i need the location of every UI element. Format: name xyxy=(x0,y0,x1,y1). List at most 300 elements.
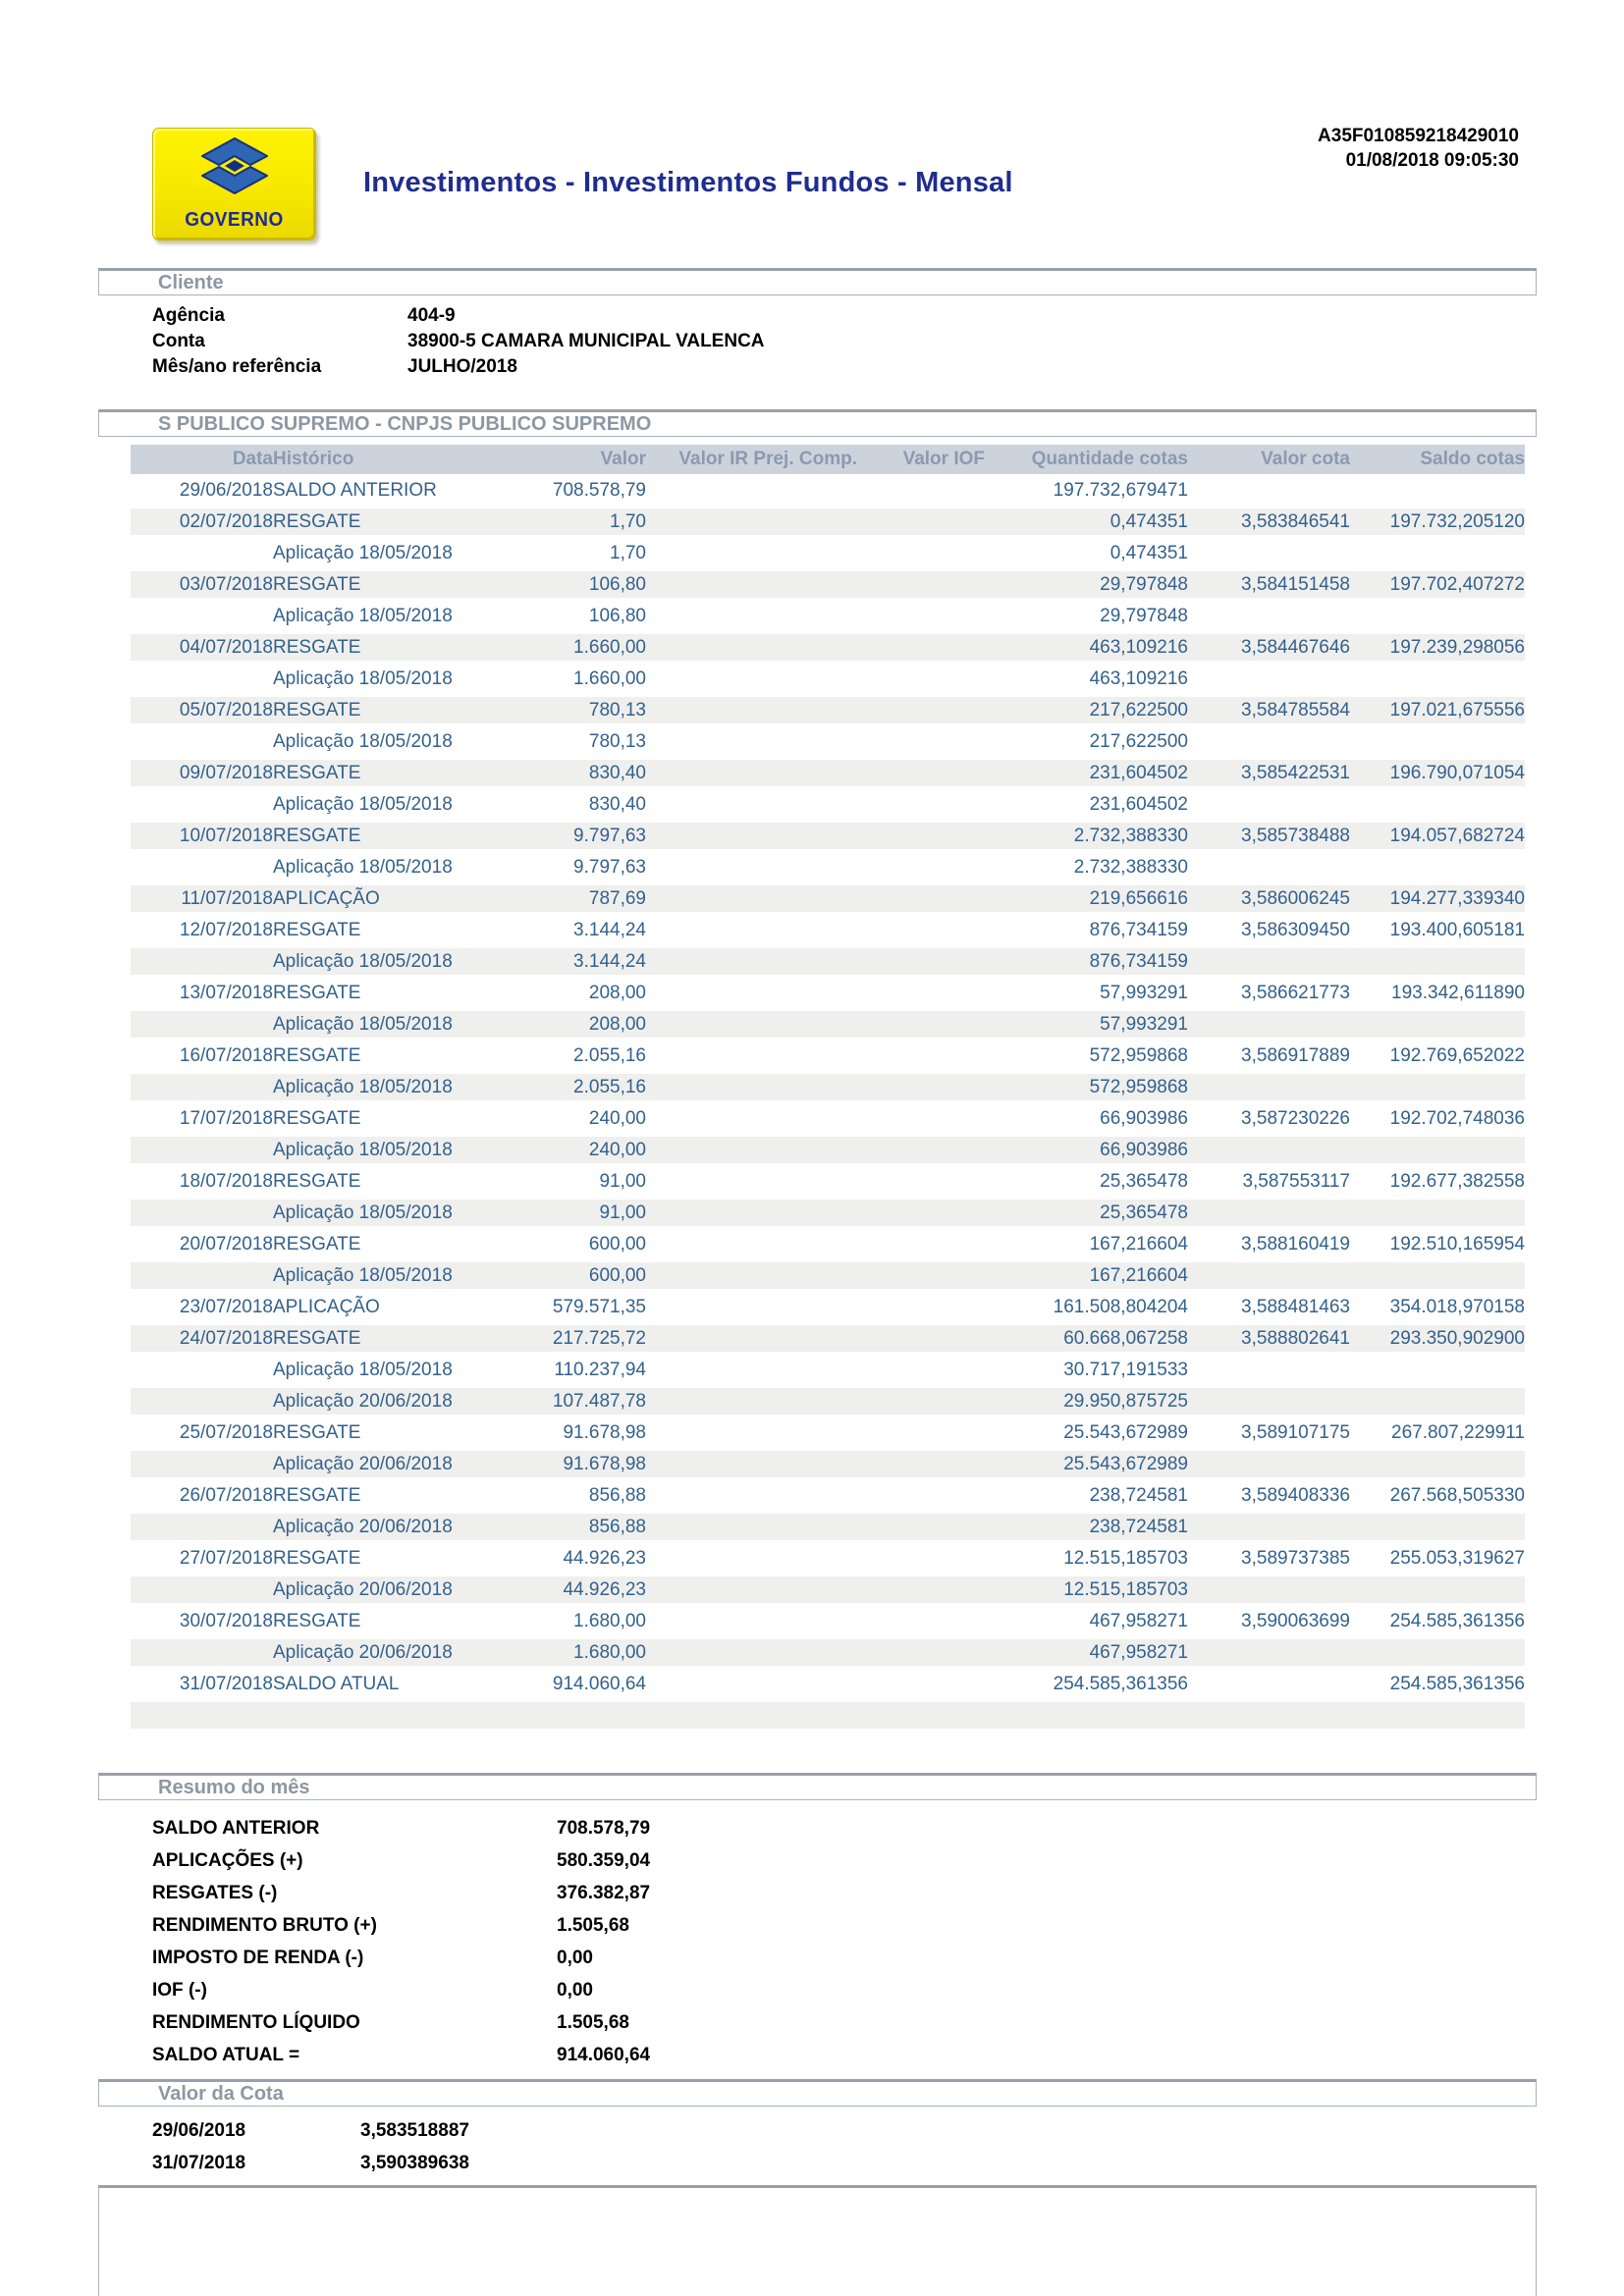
summary-value: 0,00 xyxy=(557,1980,593,2001)
table-row xyxy=(131,1323,1525,1355)
document-code: A35F010859218429010 xyxy=(1318,126,1519,146)
table-cell: 354.018,970158 xyxy=(1350,1292,1525,1323)
table-cell xyxy=(1188,476,1350,507)
table-row xyxy=(131,1166,1525,1198)
table-cell: Aplicação 18/05/2018 xyxy=(273,538,520,569)
table-cell: 208,00 xyxy=(520,1009,646,1041)
table-cell xyxy=(1350,664,1525,695)
table-cell: 197.732,679471 xyxy=(985,476,1188,507)
table-cell xyxy=(857,1198,985,1229)
table-cell: 463,109216 xyxy=(985,632,1188,664)
table-cell: 3,589107175 xyxy=(1188,1417,1350,1449)
table-cell xyxy=(1350,1355,1525,1386)
table-cell xyxy=(1188,726,1350,758)
table-row xyxy=(131,569,1525,601)
table-cell: RESGATE xyxy=(273,632,520,664)
table-cell: Aplicação 20/06/2018 xyxy=(273,1637,520,1669)
table-cell: 60.668,067258 xyxy=(985,1323,1188,1355)
summary-rows xyxy=(98,1812,1537,2071)
table-cell: 197.702,407272 xyxy=(1350,569,1525,601)
bb-brand-icon xyxy=(192,135,277,196)
table-cell: 91.678,98 xyxy=(520,1449,646,1480)
summary-row xyxy=(98,1844,1537,1877)
table-cell: RESGATE xyxy=(273,695,520,726)
table-head xyxy=(131,445,1525,476)
table-cell: Aplicação 20/06/2018 xyxy=(273,1386,520,1417)
table-cell: 238,724581 xyxy=(985,1512,1188,1543)
table-cell: 3,583846541 xyxy=(1188,507,1350,538)
table-cell: 830,40 xyxy=(520,758,646,789)
table-cell: 2.732,388330 xyxy=(985,821,1188,852)
table-cell xyxy=(857,726,985,758)
table-cell xyxy=(131,601,273,632)
table-row xyxy=(131,1575,1525,1606)
quota-section-header xyxy=(98,2079,1537,2107)
table-cell xyxy=(857,476,985,507)
table-cell: Aplicação 18/05/2018 xyxy=(273,852,520,883)
table-cell xyxy=(646,1103,857,1135)
summary-label: APLICAÇÕES (+) xyxy=(152,1850,303,1871)
table-cell xyxy=(857,1417,985,1449)
table-cell: RESGATE xyxy=(273,1229,520,1260)
table-cell xyxy=(857,1606,985,1637)
summary-label: SALDO ANTERIOR xyxy=(152,1818,320,1839)
client-field-row xyxy=(98,303,1537,329)
table-row xyxy=(131,507,1525,538)
summary-value: 0,00 xyxy=(557,1948,593,1968)
table-cell: 219,656616 xyxy=(985,883,1188,915)
table-cell: 254.585,361356 xyxy=(985,1669,1188,1700)
table-cell: 18/07/2018 xyxy=(131,1166,273,1198)
table-cell: 192.677,382558 xyxy=(1350,1166,1525,1198)
table-cell: 23/07/2018 xyxy=(131,1292,273,1323)
summary-label: IOF (-) xyxy=(152,1980,207,2001)
summary-row xyxy=(98,2039,1537,2071)
table-cell: 193.342,611890 xyxy=(1350,978,1525,1009)
table-cell: RESGATE xyxy=(273,1480,520,1512)
table-cell: 91,00 xyxy=(520,1166,646,1198)
table-cell: 9.797,63 xyxy=(520,821,646,852)
table-cell xyxy=(1188,1260,1350,1292)
fund-section-title: S PUBLICO SUPREMO - CNPJS PUBLICO SUPREMO xyxy=(158,413,652,435)
quota-date: 29/06/2018 xyxy=(152,2120,246,2141)
table-cell xyxy=(857,664,985,695)
table-cell: Aplicação 18/05/2018 xyxy=(273,664,520,695)
table-cell xyxy=(646,538,857,569)
table-cell: APLICAÇÃO xyxy=(273,883,520,915)
table-cell xyxy=(857,1009,985,1041)
table-cell: Aplicação 18/05/2018 xyxy=(273,1072,520,1103)
table-cell: 1.660,00 xyxy=(520,664,646,695)
quota-value: 3,590389638 xyxy=(360,2153,469,2173)
table-cell: 3,590063699 xyxy=(1188,1606,1350,1637)
table-cell xyxy=(1188,1449,1350,1480)
summary-label: RENDIMENTO LÍQUIDO xyxy=(152,2012,360,2033)
table-cell xyxy=(857,1386,985,1417)
table-cell xyxy=(646,601,857,632)
client-section-header xyxy=(98,268,1537,295)
table-cell xyxy=(857,1355,985,1386)
table-cell: 12.515,185703 xyxy=(985,1543,1188,1575)
quota-section-title: Valor da Cota xyxy=(158,2083,284,2105)
fund-movements-table xyxy=(131,445,1525,1734)
table-row xyxy=(131,1072,1525,1103)
table-cell: 44.926,23 xyxy=(520,1575,646,1606)
client-field-row xyxy=(98,329,1537,354)
table-cell: Aplicação 20/06/2018 xyxy=(273,1575,520,1606)
table-cell: Aplicação 18/05/2018 xyxy=(273,1198,520,1229)
table-cell: 25,365478 xyxy=(985,1166,1188,1198)
table-cell: 107.487,78 xyxy=(520,1386,646,1417)
table-cell: 1.680,00 xyxy=(520,1637,646,1669)
table-row xyxy=(131,1449,1525,1480)
table-cell xyxy=(1350,538,1525,569)
table-cell xyxy=(646,1135,857,1166)
table-cell: 30/07/2018 xyxy=(131,1606,273,1637)
table-cell xyxy=(646,883,857,915)
table-cell: 231,604502 xyxy=(985,758,1188,789)
table-row xyxy=(131,978,1525,1009)
table-row xyxy=(131,1669,1525,1700)
table-row xyxy=(131,695,1525,726)
table-cell xyxy=(857,1575,985,1606)
client-fields xyxy=(98,303,1537,380)
table-cell xyxy=(646,1323,857,1355)
table-cell: 708.578,79 xyxy=(520,476,646,507)
table-cell: SALDO ANTERIOR xyxy=(273,476,520,507)
table-cell: 238,724581 xyxy=(985,1480,1188,1512)
table-cell: 26/07/2018 xyxy=(131,1480,273,1512)
table-cell xyxy=(131,1637,273,1669)
table-cell xyxy=(646,1166,857,1198)
table-cell: 3,589408336 xyxy=(1188,1480,1350,1512)
table-cell: 66,903986 xyxy=(985,1103,1188,1135)
content-area xyxy=(98,268,1537,2296)
table-row xyxy=(131,758,1525,789)
table-cell xyxy=(857,758,985,789)
summary-value: 708.578,79 xyxy=(557,1818,651,1839)
table-cell: 03/07/2018 xyxy=(131,569,273,601)
table-cell: 197.021,675556 xyxy=(1350,695,1525,726)
column-header: Valor cota xyxy=(1188,445,1350,476)
table-cell: 1.680,00 xyxy=(520,1606,646,1637)
table-cell: RESGATE xyxy=(273,978,520,1009)
table-row xyxy=(131,1103,1525,1135)
table-row xyxy=(131,1480,1525,1512)
client-field-row xyxy=(98,354,1537,380)
summary-label: RESGATES (-) xyxy=(152,1883,278,1903)
table-cell: RESGATE xyxy=(273,1166,520,1198)
table-cell xyxy=(646,1072,857,1103)
table-row xyxy=(131,476,1525,507)
table-cell: 0,474351 xyxy=(985,507,1188,538)
table-cell xyxy=(857,1543,985,1575)
table-cell: 217.725,72 xyxy=(520,1323,646,1355)
table-cell: RESGATE xyxy=(273,569,520,601)
client-field-label: Mês/ano referência xyxy=(152,356,322,377)
table-cell: 780,13 xyxy=(520,695,646,726)
table-cell: 572,959868 xyxy=(985,1072,1188,1103)
table-cell: 572,959868 xyxy=(985,1041,1188,1072)
table-cell xyxy=(131,1700,273,1732)
table-cell: 3,588160419 xyxy=(1188,1229,1350,1260)
table-cell xyxy=(1188,1669,1350,1700)
table-cell xyxy=(857,1041,985,1072)
table-cell xyxy=(131,1575,273,1606)
table-cell xyxy=(857,978,985,1009)
table-cell xyxy=(646,1229,857,1260)
table-cell xyxy=(646,946,857,978)
table-cell: 600,00 xyxy=(520,1229,646,1260)
quota-rows xyxy=(98,2114,1537,2179)
table-cell: 29,797848 xyxy=(985,569,1188,601)
quota-row xyxy=(98,2147,1537,2179)
column-header: Data xyxy=(131,445,273,476)
table-cell: 3,584467646 xyxy=(1188,632,1350,664)
table-cell xyxy=(1350,1512,1525,1543)
table-cell xyxy=(131,538,273,569)
table-cell xyxy=(131,789,273,821)
table-cell: 254.585,361356 xyxy=(1350,1606,1525,1637)
table-cell xyxy=(131,1135,273,1166)
summary-label: SALDO ATUAL = xyxy=(152,2045,300,2065)
table-cell: 24/07/2018 xyxy=(131,1323,273,1355)
table-cell xyxy=(646,1543,857,1575)
table-cell: 20/07/2018 xyxy=(131,1229,273,1260)
table-cell xyxy=(1350,1386,1525,1417)
table-cell: 255.053,319627 xyxy=(1350,1543,1525,1575)
table-cell: 25/07/2018 xyxy=(131,1417,273,1449)
quota-row xyxy=(98,2114,1537,2147)
table-cell: 208,00 xyxy=(520,978,646,1009)
table-row xyxy=(131,632,1525,664)
table-cell: 3,586309450 xyxy=(1188,915,1350,946)
table-cell xyxy=(1188,1386,1350,1417)
table-cell: 194.057,682724 xyxy=(1350,821,1525,852)
table-cell xyxy=(857,1637,985,1669)
table-row xyxy=(131,1606,1525,1637)
table-cell: 1,70 xyxy=(520,507,646,538)
summary-row xyxy=(98,1942,1537,1974)
column-header: Histórico xyxy=(273,445,520,476)
summary-section-header xyxy=(98,1773,1537,1800)
table-cell: 3,588481463 xyxy=(1188,1292,1350,1323)
table-cell xyxy=(131,1260,273,1292)
table-cell xyxy=(646,1700,857,1732)
table-cell: 11/07/2018 xyxy=(131,883,273,915)
table-cell: RESGATE xyxy=(273,915,520,946)
table-cell: Aplicação 18/05/2018 xyxy=(273,726,520,758)
table-cell xyxy=(646,664,857,695)
table-row xyxy=(131,1229,1525,1260)
table-cell: 231,604502 xyxy=(985,789,1188,821)
summary-value: 376.382,87 xyxy=(557,1883,651,1903)
table-cell: 29.950,875725 xyxy=(985,1386,1188,1417)
table-cell xyxy=(646,915,857,946)
table-cell xyxy=(646,632,857,664)
table-cell: Aplicação 18/05/2018 xyxy=(273,1135,520,1166)
table-cell: Aplicação 20/06/2018 xyxy=(273,1449,520,1480)
table-cell xyxy=(646,1292,857,1323)
table-cell: 106,80 xyxy=(520,569,646,601)
table-cell: 914.060,64 xyxy=(520,1669,646,1700)
table-cell: 600,00 xyxy=(520,1260,646,1292)
table-cell xyxy=(857,1512,985,1543)
logo-label: GOVERNO xyxy=(185,209,284,231)
summary-row xyxy=(98,2006,1537,2039)
table-cell xyxy=(646,569,857,601)
table-cell xyxy=(1350,1637,1525,1669)
table-cell xyxy=(857,1135,985,1166)
empty-section-box xyxy=(98,2185,1537,2296)
table-cell xyxy=(131,1072,273,1103)
table-cell xyxy=(1188,664,1350,695)
table-row xyxy=(131,821,1525,852)
table-row xyxy=(131,1198,1525,1229)
table-cell: 579.571,35 xyxy=(520,1292,646,1323)
table-cell: 25.543,672989 xyxy=(985,1449,1188,1480)
table-cell: 02/07/2018 xyxy=(131,507,273,538)
table-cell xyxy=(985,1700,1188,1732)
column-header: Valor IOF xyxy=(857,445,985,476)
table-cell xyxy=(857,789,985,821)
table-cell: 09/07/2018 xyxy=(131,758,273,789)
table-cell xyxy=(646,507,857,538)
table-cell: 27/07/2018 xyxy=(131,1543,273,1575)
table-cell: 110.237,94 xyxy=(520,1355,646,1386)
table-cell xyxy=(857,1669,985,1700)
table-cell: RESGATE xyxy=(273,1417,520,1449)
table-cell xyxy=(1350,1449,1525,1480)
table-cell: 12/07/2018 xyxy=(131,915,273,946)
table-cell xyxy=(857,538,985,569)
table-cell: 25.543,672989 xyxy=(985,1417,1188,1449)
table-cell: 167,216604 xyxy=(985,1260,1188,1292)
client-field-value: 404-9 xyxy=(407,305,456,326)
table-cell: 16/07/2018 xyxy=(131,1041,273,1072)
table-cell xyxy=(857,695,985,726)
table-cell: 240,00 xyxy=(520,1103,646,1135)
table-cell: 194.277,339340 xyxy=(1350,883,1525,915)
table-cell: 780,13 xyxy=(520,726,646,758)
summary-value: 1.505,68 xyxy=(557,2012,629,2033)
table-cell xyxy=(857,946,985,978)
table-cell xyxy=(1188,1512,1350,1543)
table-cell: 3.144,24 xyxy=(520,915,646,946)
bank-logo xyxy=(152,128,316,240)
table-cell xyxy=(1350,1135,1525,1166)
table-cell: 0,474351 xyxy=(985,538,1188,569)
table-cell xyxy=(857,1480,985,1512)
table-cell: 3,587553117 xyxy=(1188,1166,1350,1198)
table-cell: Aplicação 18/05/2018 xyxy=(273,1355,520,1386)
table-cell xyxy=(1350,1198,1525,1229)
table-body xyxy=(131,476,1525,1732)
table-row xyxy=(131,1292,1525,1323)
table-row xyxy=(131,1260,1525,1292)
table-cell xyxy=(1350,601,1525,632)
table-cell xyxy=(857,1072,985,1103)
table-cell xyxy=(1188,789,1350,821)
table-cell xyxy=(1188,538,1350,569)
table-cell: 3,585738488 xyxy=(1188,821,1350,852)
quota-value: 3,583518887 xyxy=(360,2120,469,2141)
table-cell: 3.144,24 xyxy=(520,946,646,978)
table-cell: 217,622500 xyxy=(985,695,1188,726)
table-cell xyxy=(857,632,985,664)
table-cell xyxy=(857,507,985,538)
table-cell: Aplicação 20/06/2018 xyxy=(273,1512,520,1543)
table-cell xyxy=(646,726,857,758)
table-cell xyxy=(1350,726,1525,758)
table-row xyxy=(131,726,1525,758)
table-cell xyxy=(131,1355,273,1386)
table-cell: 267.807,229911 xyxy=(1350,1417,1525,1449)
table-cell: 197.732,205120 xyxy=(1350,507,1525,538)
column-header: Saldo cotas xyxy=(1350,445,1525,476)
table-cell xyxy=(1350,1009,1525,1041)
table-cell xyxy=(1350,1700,1525,1732)
table-cell xyxy=(646,789,857,821)
summary-section-title: Resumo do mês xyxy=(158,1777,310,1798)
table-cell: RESGATE xyxy=(273,821,520,852)
table-cell: 1,70 xyxy=(520,538,646,569)
table-cell xyxy=(646,1041,857,1072)
table-cell xyxy=(131,1009,273,1041)
table-cell: 12.515,185703 xyxy=(985,1575,1188,1606)
table-cell: RESGATE xyxy=(273,507,520,538)
table-cell xyxy=(1188,1637,1350,1669)
table-cell: 2.732,388330 xyxy=(985,852,1188,883)
table-cell: 856,88 xyxy=(520,1480,646,1512)
table-cell xyxy=(646,821,857,852)
table-cell xyxy=(1188,1135,1350,1166)
table-cell xyxy=(857,1323,985,1355)
document-meta xyxy=(1318,124,1519,173)
table-cell: RESGATE xyxy=(273,1041,520,1072)
summary-row xyxy=(98,1909,1537,1942)
fund-section-header xyxy=(98,409,1537,437)
summary-label: RENDIMENTO BRUTO (+) xyxy=(152,1915,377,1936)
table-cell xyxy=(520,1700,646,1732)
table-cell: 167,216604 xyxy=(985,1229,1188,1260)
table-cell xyxy=(646,695,857,726)
table-cell xyxy=(646,1669,857,1700)
summary-label: IMPOSTO DE RENDA (-) xyxy=(152,1948,364,1968)
table-cell: 196.790,071054 xyxy=(1350,758,1525,789)
table-cell: 3,588802641 xyxy=(1188,1323,1350,1355)
table-cell: 29,797848 xyxy=(985,601,1188,632)
table-cell xyxy=(1188,1072,1350,1103)
table-cell: RESGATE xyxy=(273,758,520,789)
table-cell: Aplicação 18/05/2018 xyxy=(273,1260,520,1292)
table-cell: 293.350,902900 xyxy=(1350,1323,1525,1355)
table-cell: Aplicação 18/05/2018 xyxy=(273,1009,520,1041)
table-cell xyxy=(646,852,857,883)
table-cell xyxy=(1188,1700,1350,1732)
table-cell: 10/07/2018 xyxy=(131,821,273,852)
table-cell: 3,584785584 xyxy=(1188,695,1350,726)
column-header: Valor IR Prej. Comp. xyxy=(646,445,857,476)
table-cell: 3,587230226 xyxy=(1188,1103,1350,1135)
table-cell: 2.055,16 xyxy=(520,1072,646,1103)
table-cell: 3,586917889 xyxy=(1188,1041,1350,1072)
table-cell: 31/07/2018 xyxy=(131,1669,273,1700)
table-cell: 25,365478 xyxy=(985,1198,1188,1229)
table-cell xyxy=(646,1575,857,1606)
table-cell: SALDO ATUAL xyxy=(273,1669,520,1700)
table-cell: RESGATE xyxy=(273,1103,520,1135)
